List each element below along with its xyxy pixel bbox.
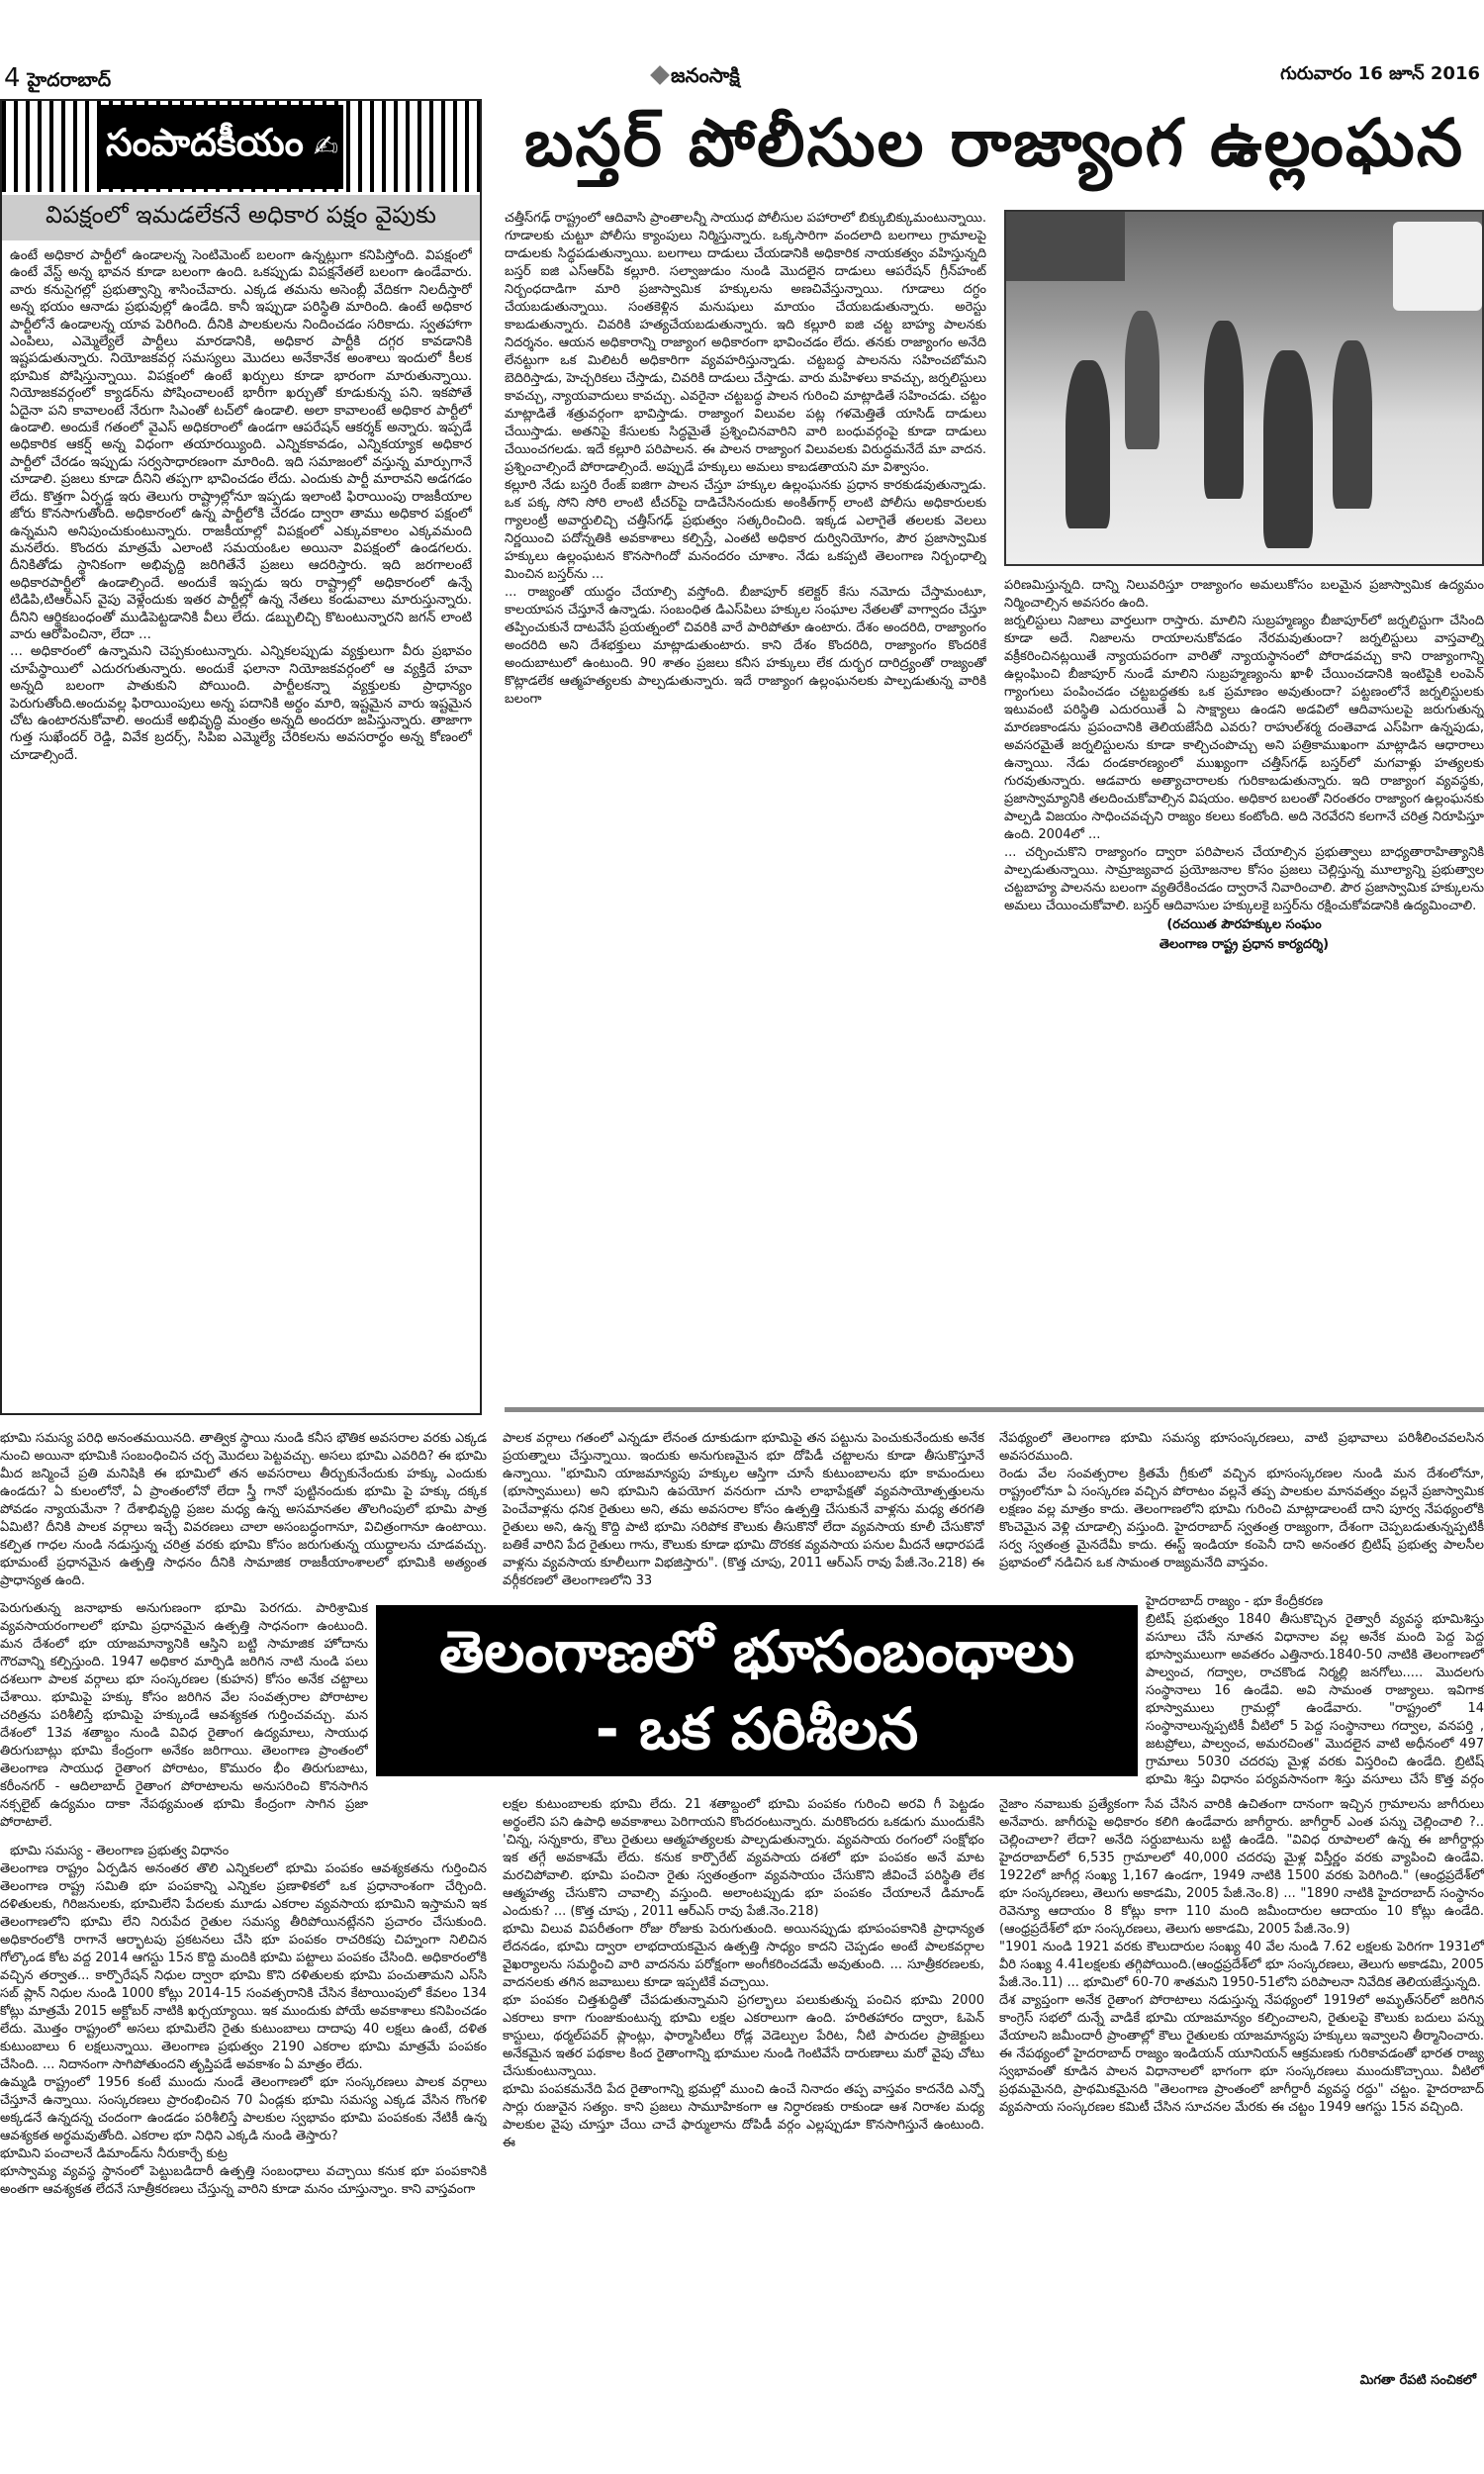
section-divider [505, 1407, 1484, 1412]
pen-icon: ✍ [313, 130, 339, 164]
city-label: హైదరాబాద్ [27, 69, 112, 91]
editorial-title-band [2, 101, 480, 192]
lead-article-col2: పరిణమిస్తున్నది. దాన్ని నిలువరిస్తూ రాజ్యాంగం అమలుకోసం బలమైన ప్రజాస్వామిక ఉద్యమం నిర్మించాల్సిన అవసరం ఉంది. జర్నలిస్టులు నిజాలు వార్తలుగా రాస్తారు. మాలిని సుబ్రహ్మణ్యం బీజాపూర్‌లో జర్నలిస్టుగా చేసింది కూడా అదే. నిజాలను రాయాలనుకోవడం నేరమవుతుందా? జర్నలిస్టులు వాస్తవాల్ని వక్రీకరించినట్లయితే న్యాయపరంగా వారితో న్యాయస్థానంలో పోరాడవచ్చు కాని రాజ్యాంగాన్ని ఉల్లంఘించి బీజాపూర్ నుండే మాలిని సుబ్రహ్మణ్యంను ఖాళీ చేయించడానికి ఇంటిపైకి లంపెన్ గ్యాంగులు పంపించడం చట్టబద్ధతకు ఒక ప్రమాణం అవుతుందా? పట్టణంలోనే జర్నలిస్టులకు ఇటువంటి పరిస్థితి ఎదురయితే ఏ సాక్ష్యాలు ఉండని అడవిలో ఆదివాసులపై జరుగుతున్న మారణకాండను ప్రపంచానికి తెలియజేసేది ఎవరు? రాహుల్‌శర్మ దంతెవాడ ఎస్‌పిగా ఉన్నపుడు, అవసరమైతే జర్నలిస్టులను కూడా కాల్చిచంపొచ్చు అని పత్రికాముఖంగా మాట్లాడిన ఆధారాలు ఉన్నాయి. నేడు దండకారణ్యంలో ముఖ్యంగా చత్తీస్‌గఢ్ బస్తర్‌లో మగవాళ్లు హత్యలకు గురవుతున్నారు. ఆడవారు అత్యాచారాలకు గురికాబడుతున్నారు. ఇది రాజ్యాంగ వ్యవస్థకు, ప్రజాస్వామ్యానికి తలదించుకోవాల్సిన విషయం. అధికార బలంతో నిరంతరం రాజ్యాంగ ఉల్లంఘనకు పాల్పడి విజయం సాధించవచ్చని రాజ్యం కలలు కంటోంది. అది నెరవేరని కలగానే చరిత్ర నిరూపిస్తూ ఉంది. 2004లో ... ... చర్చించుకొని రాజ్యాంగం ద్వారా పరిపాలన చేయాల్సిన ప్రభుత్వాలు బాధ్యతారాహిత్యానికి పాల్పడుతున్నాయి. సామ్రాజ్యవాద ప్రయోజనాల కోసం ప్రజలు చెల్లిస్తున్న మూల్యాన్ని ప్రభుత్వాల చట్టబాహ్య పాలనను బలంగా వ్యతిరేకించడం ద్వారానే నివారించాలి. పౌర ప్రజాస్వామిక హక్కులను అమలు చేయించుకోవాలి. బస్తర్ ఆదివాసుల హక్కులకై బస్తర్‌ను రక్షించుకోవడానికి ఉద్యమించాలి. (రచయిత పౌరహక్కుల సంఘం తెలంగాణ రాష్ట్ర ప్రధాన కార్యదర్శి) [1004, 577, 1484, 1364]
paper-name: జనంసాక్షి [671, 63, 740, 87]
feature-col2-bottom: లక్షల కుటుంబాలకు భూమి లేదు. 21 శతాబ్దంలో భూమి పంపకం గురించి అరవి గీ పెట్టడం అర్థంలేని పని ఉపాధి అవకాశాలు పెరిగాయని కొందరంటున్నారు. మరికొందరు ఒకడుగు ముందుకేసి 'చిన్న, సన్నకారు, కౌలు రైతులు ఆత్మహత్యలకు పాల్పడుతున్నారు. వ్యవసాయ రంగంలో సంక్షోభం ఇక తగ్గే అవకాశమే లేదు. కనుక కార్పొరేట్ వ్యవసాయ దశలో భూ పంపకం అనే మాట మరచిపోవాలి. భూమి పంచినా రైతు స్వతంత్రంగా వ్యవసాయం చేసుకొని జీవించే పరిస్థితి లేక ఆత్మహత్య చేసుకొని చావాల్సి వస్తుంది. అలాంటప్పుడు భూ పంపకం చేయాలనే డిమాండ్ ఎందుకు? ... (కొత్త చూపు , 2011 ఆర్‌ఎస్ రావు పేజీ.నెం.218) భూమి విలువ విపరీతంగా రోజు రోజుకు పెరుగుతుంది. అయినప్పుడు భూపంపకానికి ప్రాధాన్యత లేదనడం, భూమి ద్వారా లాభదాయకమైన ఉత్పత్తి సాధ్యం కాదని చెప్పడం అంటే పాలకవర్గాల వైఖర్యాలను సమర్థించి వారి వాదనను పరోక్షంగా అంగీకరించడమే అవుతుంది. ... సూత్రీకరణలకు, వాదనలకు తగిన జవాబులు కూడా ఇప్పటికే వచ్చాయి. భూ పంపకం చిత్తశుద్ధితో చేపడుతున్నామని ప్రగల్భాలు పలుకుతున్న పంచిన భూమి 2000 ఎకరాలు కాగా గుంజుకుంటున్న భూమి లక్షల ఎకరాలుగా ఉంది. హరితహారం ద్వారా, ఓపెన్ కాస్టులు, థర్మల్‌పవర్ ప్లాంట్లు, ఫార్మాసిటీలు రోడ్ల వెడెల్పుల పేరిట, నీటి పారుదల ప్రాజెక్టులు అనేకమైన ఇతర పథకాల కింద రైతాంగాన్ని భూముల నుండి గెంటివేసే దారుణాలు మరో వైపు చోటు చేసుకుంటున్నాయి. భూమి పంపకమనేది పేద రైతాంగాన్ని భ్రమల్లో ముంచి ఉంచే నినాదం తప్ప వాస్తవం కాదనేది ఎన్నో సార్లు రుజువైన సత్యం. కాని ప్రజలు సామూహికంగా ఆ నిర్ధారణకు రాకుండా ఆశ నిరాశల మధ్య పాలకుల వైపు చూస్తూ చేయి చాచే ఫార్ములాను దోపిడీ వర్గం ఎల్లప్పుడూ కొనసాగిస్తునే ఉంటుంది. ఈ [503, 1797, 984, 2150]
feature-col1-narrow: పెరుగుతున్న జనాభాకు అనుగుణంగా భూమి పెరగదు. పారిశ్రామిక వ్యవసాయరంగాలలో భూమి ప్రధానమైన ఉత్పత్తి సాధనంగా ఉంటుంది. మన దేశంలో భూ యాజమాన్యానికి ఆస్తిని బట్టి సామాజిక హోదాను గౌరవాన్ని కల్పిస్తుంది. 1947 అధికార మార్పిడి జరిగిన నాటి నుండి పలు దశలుగా పాలక వర్గాలు భూ సంస్కరణల (కుహన) కోసం అనేక చట్టాలు చేశాయి. భూమిపై హక్కు కోసం జరిగిన వేల సంవత్సరాల పోరాటాల చరిత్రను పరిశీలిస్తే భూమిపై హక్కుండే ఆవశ్యకత గుర్తించవచ్చు. మన దేశంలో 13వ శతాబ్దం నుండి వివిధ రైతాంగ ఉద్యమాలు, సాయుధ తిరుగుబాట్లు భూమి కేంద్రంగా అనేకం జరిగాయి. తెలంగాణ ప్రాంతంలో తెలంగాణ సాయుధ రైతాంగ పోరాటం, కొమురం భీం తిరుగుబాటు, కరీంనగర్ - ఆదిలాబాద్ రైతాంగ పోరాటాలను అనుసరించి కొనసాగిన నక్సలైట్ ఉద్యమం దాకా నేపథ్యమంత భూమి కేంద్రంగా సాగిన ప్రజా పోరాటాలే. [0, 1601, 368, 1830]
editorial-box [0, 99, 482, 1415]
continued-note: మిగతా రేపటి సంచికలో [1359, 2373, 1476, 2388]
feature-col3-bottom: నైజాం నవాబుకు ప్రత్యేకంగా సేవ చేసిన వారికి ఉచితంగా దానంగా ఇచ్చిన గ్రామాలను జాగీరులు అనేవారు. జాగీరుపై అధికారం కలిగి ఉండేవారు జాగీర్దారు. జాగీర్దార్ ఎంత పన్ను చెల్లించాలి ?.. చెల్లించాలా? లేదా? అనేది సర్దుబాటును బట్టి ఉండేది. "వివిధ రూపాలలో ఉన్న ఈ జాగీర్దార్లు హైదరాబాద్‌లో 6,535 గ్రామాలలో 40,000 చదరపు మైళ్ల విస్తీర్ణం వరకు వ్యాపించి ఉండేవి. 1922లో జాగీర్ల సంఖ్య 1,167 ఉండగా, 1949 నాటికి 1500 వరకు పెరిగింది." (ఆంధ్రప్రదేశ్‌లో భూ సంస్కరణలు, తెలుగు అకాడమి, 2005 పేజీ.నెం.8) ... "1890 నాటికి హైదరాబాద్ సంస్థానం రెవెన్యూ ఆదాయం 8 కోట్లు కాగా 110 మంది జమీందారుల ఆదాయం 10 కోట్లు ఉండేది. (ఆంధ్రప్రదేశ్‌లో భూ సంస్కరణలు, తెలుగు అకాడమి, 2005 పేజీ.నెం.9) "1901 నుండి 1921 వరకు కౌలుదారుల సంఖ్య 40 వేల నుండి 7.62 లక్షలకు పెరిగగా 1931లో వీరి సంఖ్య 4.41లక్షలకు తగ్గిపోయింది.(ఆంధ్రప్రదేశ్‌లో భూ సంస్కరణలు, తెలుగు అకాడమి, 2005 పేజీ.నెం.11) ... భూమిలో 60-70 శాతమని 1950-51లోని పరిపాలనా నివేదిక తెలియజేస్తున్నది. దేశ వ్యాప్తంగా అనేక రైతాంగ పోరాటాలు నడుస్తున్న నేపథ్యంలో 1919లో అమృత్‌సర్‌లో జరిగిన కాంగ్రెస్ సభలో దున్నే వాడికే భూమి యాజమాన్యం కల్పించాలని, రైతులపై కౌలుకు బదులు పన్ను వేయాలని జమీందారీ ప్రాంతాల్లో కౌలు రైతులకు యాజమాన్యపు హక్కులు ఇవ్వాలని తీర్మానించారు. ఈ నేపథ్యంలో హైదరాబాద్ రాజ్యం ఇండియన్ యూనియన్ ఆక్రమణకు గురికావడంతో భారత రాజ్య స్వభావంతో కూడిన పాలన విధానాలలో భాగంగా భూ సంస్కరణలు ముందుకొచ్చాయి. వీటిలో ప్రథమమైనది, ప్రాథమికమైనది "తెలంగాణ ప్రాంతంలో జాగీర్దారీ వ్యవస్థ రద్దు" చట్టం. హైదరాబాద్ వ్యవసాయ సంస్కరణల కమిటీ చేసిన సూచనల మేరకు ఈ చట్టం 1949 ఆగస్టు 15న వచ్చింది. [999, 1797, 1484, 2115]
feature-col1-bottom: భూమి సమస్య - తెలంగాణ ప్రభుత్వ విధానం తెలంగాణ రాష్ట్రం ఏర్పడిన అనంతర తొలి ఎన్నికలలో భూమి పంపకం ఆవశ్యకతను గుర్తించిన తెలంగాణ రాష్ట్ర సమితి భూ పంపకాన్ని ఎన్నికల ప్రణాళికలో ఒక ప్రధానాంశంగా చేర్చింది. దళితులకు, గిరిజనులకు, భూమిలేని పేదలకు మూడు ఎకరాల వ్యవసాయ భూమిని ఇస్తామని ఇక తెలంగాణలోని భూమి లేని నిరుపేద రైతుల సమస్య తీరిపోయినట్లేనని ప్రచారం చేసుకుంది. అధికారంలోకి రాగానే ఆర్భాటపు ప్రకటనలు చేసి భూ పంపకం రాచరికపు చిహ్నంగా నిలిచిన గోల్కొండ కోట వద్ద 2014 ఆగస్టు 15న కొద్ది మందికి భూమి పట్టాలు పంపకం చేసింది. అధికారంలోకి వచ్చిన తర్వాత... కార్పొరేషన్ నిధుల ద్వారా భూమి కొని దళితులకు భూమి పంచుతామని ఎస్‌సి సబ్ ప్లాన్ నిధుల నుండి 1000 కోట్లు 2014-15 సంవత్సరానికి చేసిన కేటాయింపులో కేవలం 134 కోట్లు మాత్రమే 2015 అక్టోబర్ నాటికి ఖర్చయ్యాయి. ఇక ముందుకు పోయే అవకాశాలు కనిపించడం లేదు. మొత్తం రాష్ట్రంలో అసలు భూమిలేని రైతు కుటుంబాలు దాదాపు 40 లక్షలు ఉంటే, దళిత కుటుంబాలు 6 లక్షలున్నాయి. తెలంగాణ ప్రభుత్వం 2190 ఎకరాల భూమి మాత్రమే పంపకం చేసింది. ... నిదానంగా సాగిపోతుందని తృప్తిపడే అవకాశం ఏ మాత్రం లేదు. ఉమ్మడి రాష్ట్రంలో 1956 కంటే ముందు నుండే తెలంగాణలో భూ సంస్కరణలు పాలక వర్గాలు చేస్తూనే ఉన్నాయి. సంస్కరణలు ప్రారంభించిన 70 ఏండ్లకు భూమి సమస్య ఎక్కడ వేసిన గొంగళి అక్కడనే ఉన్నదన్న చందంగా ఉండడం పరిశీలిస్తే పాలకుల స్వభావం భూమి పంపకంకు నేటికీ ఉన్న ఆవశ్యకత అర్థమవుతోంది. ఎకరాల భూ నిధిని ఎక్కడి నుండి తెస్తారు? భూమిని పంచాలనే డిమాండ్‌ను నీరుకార్చే కుట్ర భూస్వామ్య వ్యవస్థ స్థానంలో పెట్టుబడిదారీ ఉత్పత్తి సంబంధాలు వచ్చాయి కనుక భూ పంపకానికి అంతగా ఆవశ్యకత లేదనే సూత్రీకరణలు చేస్తున్న వారిని కూడా మనం చూస్తున్నాం. కాని వాస్తవంగా [0, 1844, 487, 2197]
editorial-section-label: సంపాదకీయం ✍ [101, 105, 343, 189]
feature-subhead: హైదరాబాద్ రాజ్యం - భూ కేంద్రీకరణ [1146, 1594, 1324, 1609]
feature-title-line1: తెలంగాణలో భూసంబంధాలు [439, 1618, 1074, 1685]
feature-col3-top: నేపథ్యంలో తెలంగాణ భూమి సమస్య భూసంస్కరణలు, వాటి ప్రభావాలు పరిశీలించవలసిన అవసరముంది. రెండు వేల సంవత్సరాల క్రితమే గ్రీకులో వచ్చిన భూసంస్కరణల నుండి మన దేశంలోనూ, రాష్ట్రంలోనూ ఏ సంస్కరణ వచ్చిన పోరాటం వల్లనే తప్ప పాలకుల మానవత్వం వల్లనే ప్రజాస్వామిక లక్షణం వల్ల మాత్రం కాదు. తెలంగాణలోని భూమి గురించి మాట్లాడాలంటే దాని పూర్వ నేపథ్యంలోకి కొంచెమైన వెళ్లి చూడాల్సి వస్తుంది. హైదరాబాద్ స్వతంత్ర రాజ్యంగా, దేశంగా చెప్పబడుతున్నప్పటికీ సర్వ స్వతంత్ర మైనదేమీ కాదు. ఈస్ట్ ఇండియా కంపెనీ దాని అనంతర బ్రిటిష్ ప్రభుత్వ పాలసీల ప్రభావంలో నడిచిన ఒక సామంత రాజ్యమనేది వాస్తవం. [999, 1431, 1484, 1570]
lead-article-col1: చత్తీస్‌గఢ్ రాష్ట్రంలో ఆదివాసి ప్రాంతాలన్నీ సాయుధ పోలీసుల పహారాలో బిక్కుబిక్కుమంటున్నాయి. గూడాలకు చుట్టూ పోలీసు క్యాంపులు నిర్మిస్తున్నారు. ఒక్కసారిగా వందలాది బలగాలు గ్రామాలపై దాడులకు సిద్ధపడుతున్నాయి. బలగాలు దాడులు చేయడానికి అధికారిక నాయకత్వం వహిస్తున్నది బస్తర్ ఐజి ఎస్‌ఆర్‌పి కల్లూరి. సల్వాజుడుం నుండి మొదలైన దాడులు ఆపరేషన్ గ్రీన్‌హంట్ నిర్బంధదాడిగా మారి ప్రజాస్వామిక హక్కులను అణచివేస్తున్నాయి. గూడాలు దగ్ధం చేయబడుతున్నాయి. సంతకెళ్లిన మనుషులు మాయం చేయబడుతున్నారు. అరెస్టు కాబడుతున్నారు. చివరికి హత్యచేయబడుతున్నారు. ఇది కల్లూరి ఐజి చట్ట బాహ్య పాలనకు నిదర్శనం. ఆయన అధికారాన్ని రాజ్యాంగ అధికారంగా భావించడం లేదు. తనకు రాజ్యాంగం అనేది లేనట్టుగా ఒక మిలిటరీ అధికారిగా వ్యవహరిస్తున్నాడు. చట్టబద్ధ పాలనను సహించబోమని బెదిరిస్తాడు, హెచ్చరికలు చేస్తాడు, చివరికి దాడులు చేస్తాడు. వారు మహిళలు కావచ్చు, జర్నలిస్టులు కావచ్చు, న్యాయవాదులు కావచ్చు. ఎవరైనా చట్టబద్ధ పాలన గురించి మాట్లాడితే సహించడు. చట్టం మాట్లాడితే శత్రువర్గంగా భావిస్తాడు. రాజ్యాంగ విలువల పట్ల గళమెత్తితే యాసిడ్ దాడులు చేయిస్తాడు. అతనిపై కేసులకు సిద్ధమైతే ప్రశ్నించినవారిని వారి బంధువర్గంపై కూడా దాడులు చేయించగలడు. ఇదే కల్లూరి పరిపాలన. ఈ పాలన రాజ్యాంగ విలువలకు విరుద్ధమనేదే మా వాదన. ప్రశ్నించాల్సిందే పోరాడాల్సిందే. అప్పుడే హక్కులు అమలు కాబడతాయని మా విశ్వాసం. కల్లూరి నేడు బస్తరి రేంజ్ ఐజిగా పాలన చేస్తూ హక్కుల ఉల్లంఘనకు ప్రధాన కారకుడవుతున్నాడు. ఒక పక్క సోని సోరి లాంటి టీచర్‌పై దాడిచేసినందుకు అంకిత్‌గార్గ్ లాంటి పోలీసు అధికారులకు గ్యాలంట్రీ అవార్డులిచ్చి చత్తీస్‌గఢ్ ప్రభుత్వం సత్కరించింది. ఇక్కడ ఎలాగైతే తలలకు వెలలు నిర్ణయించి పదోన్నతికి అవకాశాలు కల్పిస్తే, ఎంతటి అధికార దుర్వినియోగం, పౌర ప్రజాస్వామిక హక్కులు ఉల్లంఘటన కొనసాగిందో మనందరం చూశాం. నేడు ఒకప్పటి తెలంగాణ నిర్బంధాల్ని మించిన బస్తర్‌ను ... ... రాజ్యంతో యుద్ధం చేయాల్సి వస్తోంది. బీజాపూర్ కలెక్టర్ కేసు నమోదు చేస్తామంటూ, కాలయాపన చేస్తూనే ఉన్నాడు. సంబంధిత డిఎస్‌పిలు హక్కుల సంఘాల నేతలతో వాగ్వాదం చేస్తూ తప్పించుకునే దాటవేసే ప్రయత్నంలో చివరికి వారే పారిపోతూ ఉంటారు. దేశం అందరిది, రాజ్యాంగం అందరిది అని దేశభక్తులు మాట్లాడుతుంటారు. కాని దేశం కొందరిది, రాజ్యాంగం కొందరికే అందుబాటులో ఉంటుంది. 90 శాతం ప్రజలు కనీస హక్కులు లేక దుర్భర దారిద్ర్యంతో రాజ్యంతో కొట్లాడలేక ఆత్మహత్యలకు పాల్పడుతున్నారు. ఇదే రాజ్యాంగ ఉల్లంఘనలకు పాల్పడుతున్న వారికి బలంగా [505, 211, 986, 707]
police-patrol-photo [1004, 210, 1484, 566]
feature-subhead: భూమిని పంచాలనే డిమాండ్‌ను నీరుకార్చే కుట్ర [0, 2146, 228, 2161]
logo-icon [650, 65, 670, 85]
byline: (రచయిత పౌరహక్కుల సంఘం తెలంగాణ రాష్ట్ర ప్రధాన కార్యదర్శి) [1159, 917, 1330, 952]
feature-headline-box [376, 1605, 1138, 1776]
editorial-body: ఉంటే అధికార పార్టీలో ఉండాలన్న సెంటిమెంట్ బలంగా ఉన్నట్లుగా కనిపిస్తోంది. విపక్షంలో ఉంటే వేస్ట్ అన్న భావన కూడా బలంగా ఉంది. ఒకప్పుడు విపక్షనేతలే బలంగా ఉండేవారు. వారు కనుసైగల్లో ప్రభుత్వాన్ని శాసించేవారు. ఎక్కడ తమను అసెంబ్లీ వేదికగా నిలదీస్తారో అన్న భయం ఆనాడు ప్రభువుల్లో ఉండేది. కానీ ఇప్పుడా పరిస్థితి మారింది. ఉంటే అధికార పార్టీలోనే ఉండాలన్న యావ పెరిగింది. దీనికి పాలకులను నిందించడం సరికాదు. స్వతహాగా ఎంపిలు, ఎమ్మెల్యేలే పార్టీలు మారడానికి, అధికార పార్టీకి దగ్గర కావడానికి ఇష్టపడుతున్నారు. నియోజకవర్గ సమస్యలు మొదలు అనేకానేక అంశాలు ఇందులో కీలక భూమిక పోషిస్తున్నాయి. విపక్షంలో ఉంటే ఖర్చులు కూడా భారంగా మారుతున్నాయి. నియోజకవర్గంలో క్యాడర్‌ను పోషించాలంటే భారీగా ఖర్చుతో కూడుకున్న పని. ఇకపోతే ఏదైనా పని కావాలంటే నేరుగా సిఎంతో టచ్‌లో ఉండాలి. అలా కావాలంటే అధికార పార్టీలో ఉండాలి. అందుకే గతంలో వైఎస్ అధికరాంలో ఉండగా ఆపరేషన్ ఆకర్శక్ అన్నారు. ఇప్పడే అధికారిక ఆకర్ష్ అన్న విధంగా తయారయ్యింది. ఎన్నికకావడం, ఎన్నికయ్యాక అధికార పార్టీలో చేరడం ఇప్పుడు సర్వసాధారణంగా మారింది. ఇది సమాజంలో వస్తున్న మార్పుగానే చూడాలి. ప్రజలు కూడా దీనిని తప్పగా భావించడం లేదు. ఎందుకు పార్టీ మారావని అడగడం లేదు. కొత్తగా ఏర్పడ్డ ఇరు తెలుగు రాష్ట్రాల్లోనూ ఇప్పడు ఇలాంటి ఫిరాయింపు రాజకీయాల జోరు కొనసాగుతోంది. అధికారంలో ఉన్న పార్టీలోకి చేరడం ద్వారా తాము అధికార పక్షంలో ఉన్నమని అనిపుంచుకుంటున్నారు. రాజకీయాల్లో విపక్షంలో ఎక్కువకాలం ఎక్కవమంది మనలేరు. కొందరు మాత్రమే ఎలాంటి సమయంఓల అయినా విపక్షంలో ఉండగలరు. దీనికితోడు స్థానికంగా అభివృద్ది జరిగితేనే ప్రజలు ఆదరిస్తారు. ఇది జరగాలంటే అధికారపార్టీలో ఉండాల్సిందే. అందుకే ఇప్పడు ఇరు రాష్ట్రాల్లో అధికారంలో ఉన్నే టిడిపి,టిఆర్ఎస్ వైపు వెళ్లేందుకు ఇతర పార్టీల్లో ఉన్న నేతలు కండువాలు మారుస్తున్నారు. దీనిని ఆర్థికబంధంతో ముడిపెట్టడానికి వీలు లేదు. డబ్బులిచ్చి కొటంటున్నారని జగన్ లాంటి వారు ఆరోపించినా, లేదా ... ... అధికారంలో ఉన్నామని చెప్పకుంటున్నారు. ఎన్నికలప్పుడు వ్యక్తులుగా వీరు ప్రభావం చూపేస్థాయిలో ఎదురగుతున్నారు. అందుకే ఫలానా నియోజకవర్గంలో ఆ వ్యక్తిదే హవా అన్నది బలంగా పాతుకుని పోయింది. పార్టీలకన్నా వ్యక్తులకు ప్రాధాన్యం పెరుగుతోంది.అందువల్ల ఫిరాయింపులు అన్న పదానికి అర్థం మారి, ఇష్టమైన వారు ఇష్టమైన చోట ఉంటారనుకోవాలి. అందుకే అభివృద్ధి మంత్రం అన్నది అందరూ జపిస్తున్నారు. తాజాగా గుత్త సుఖేందర్ రెడ్డి, వివేక బ్రదర్స్, సిపిఐ ఎమ్మెల్యే చేరికలను అవసరార్థం అన్న కోణంలో చూడాల్సిందే. [10, 247, 472, 763]
masthead-left [4, 63, 111, 96]
feature-subhead: భూమి సమస్య - తెలంగాణ ప్రభుత్వ విధానం [10, 1844, 230, 1858]
lead-headline: బస్తర్ పోలీసుల రాజ్యాంగ ఉల్లంఘన [523, 105, 1465, 181]
paper-logo [653, 63, 740, 92]
editorial-title: విపక్షంలో ఇమడలేకనే అధికార పక్షం వైపుకు [2, 195, 480, 240]
feature-col3-narrow: హైదరాబాద్ రాజ్యం - భూ కేంద్రీకరణ బ్రిటిష్ ప్రభుత్వం 1840 తీసుకొచ్చిన రైత్వారీ వ్యవస్థ భూమిశిస్తు వసూలు చేసే నూతన విధానాల వల్ల అనేక మంది పెద్ద పెద్ద భూస్వాములుగా అవతరం ఎత్తినారు.1840-50 నాటికి తెలంగాణలో పాల్వంచ, గద్వాల, రాచకొండ నిర్మల్లి జనగోలు..... మొదలగు సంస్థానాలు 16 ఉండేవి. అవి సామంత రాజ్యాలు. ఇవిగాక భూస్వాములు గ్రామల్లో ఉండేవారు. "రాష్ట్రంలో 14 సంస్థానాలున్నప్పటికీ వీటిలో 5 పెద్ద సంస్థానాలు గద్వాల, వనపర్తి , జటప్రోలు, పాల్వంచ, అమరచింత" మొదలైన వాటి అధీనంలో 497 గ్రామాలు 5030 చదరపు మైళ్ల వరకు విస్తరించి ఉండేది. బ్రిటిష్ భూమి శిస్తు విధానం పర్యవసానంగా శిస్తు వసూలు చేసే కొత్త వర్గం [1146, 1594, 1484, 1787]
feature-title-line2: - ఒక పరిశీలన [595, 1695, 919, 1762]
page-number: 4 [4, 63, 21, 93]
feature-col2-top: పాలక వర్గాలు గతంలో ఎన్నడూ లేనంత దూకుడుగా భూమిపై తన పట్టును పెంచుకునేందుకు అనేక ప్రయత్నాలు చేస్తున్నాయి. ఇందుకు అనుగుణమైన భూ దోపిడీ చట్టాలను కూడా తీసుకొస్తూనే ఉన్నాయి. "భూమిని యాజమాన్యపు హక్కుల ఆస్తిగా చూసే కుటుంబాలను భూ కామందులు (భూస్వాములు) అని భూమిని ఉపయోగ వనరుగా చూసి లాభాపేక్షతో వ్యవసాయోత్పత్తులను పెంచేవాళ్లను ధనిక రైతులు అని, తమ అవసరాల కోసం ఉత్పత్తి చేసుకునే వాళ్లను మధ్య తరగతి రైతులు అని, ఉన్న కొద్ది పాటి భూమి సరిపోక కౌలుకు తీసుకొనో లేదా వ్యవసాయ కూలీ చేసుకొనో బతికే వారిని పేద రైతులు గాను, కౌలుకు కూడా భూమి దొరకక వ్యవసాయ పనుల మీదనే ఆధారపడే వాళ్లను వ్యవసాయ కూలీలుగా విభజిస్తారు". (కొత్త చూపు, 2011 ఆర్‌ఎస్ రావు పేజీ.నెం.218) ఈ వర్గీకరణలో తెలంగాణలోని 33 [503, 1431, 984, 1588]
feature-col1-top: భూమి సమస్య పరిధి అనంతమయినది. తాత్విక స్థాయి నుండి కనీస భౌతిక అవసరాల వరకు ఎక్కడ నుంచి అయినా భూమికి సంబంధించిన చర్చ మొదలు పెట్టవచ్చు. అసలు భూమి ఎవరిది? ఈ భూమి మీద జన్మించే ప్రతి మనిషికి ఈ భూమిలో తన అవసరాలు తీర్చుకునేందుకు హక్కు ఎందుకు ఉండదు? ఏ కులంలోనో, ఏ ప్రాంతంలోనో లేదా స్త్రీ గానో పుట్టినందుకు భూమి పై హక్కు దక్కక పోవడం న్యాయమేనా ? దేశాభివృద్ధి ప్రజల మధ్య ఉన్న అసమానతల తొలగింపులో భూమి పాత్ర ఏమిటి? దీనికి పాలక వర్గాలు ఇచ్చే వివరణలు చాలా అసంబద్ధంగానూ, విచిత్రంగానూ ఉంటాయి. కల్పిత గాధల నుండి నడుస్తున్న చరిత్ర వరకు భూమి కోసం జరుగుతున్న యుద్ధాలను చూడవచ్చు. భూమంటే ప్రధానమైన ఉత్పత్తి సాధనం దీనికి సామాజిక రాజకీయాంశాలలో భూమికి అత్యంత ప్రాధాన్యత ఉంది. [0, 1431, 487, 1588]
date-label: గురువారం 16 జూన్ 2016 [1280, 63, 1480, 84]
